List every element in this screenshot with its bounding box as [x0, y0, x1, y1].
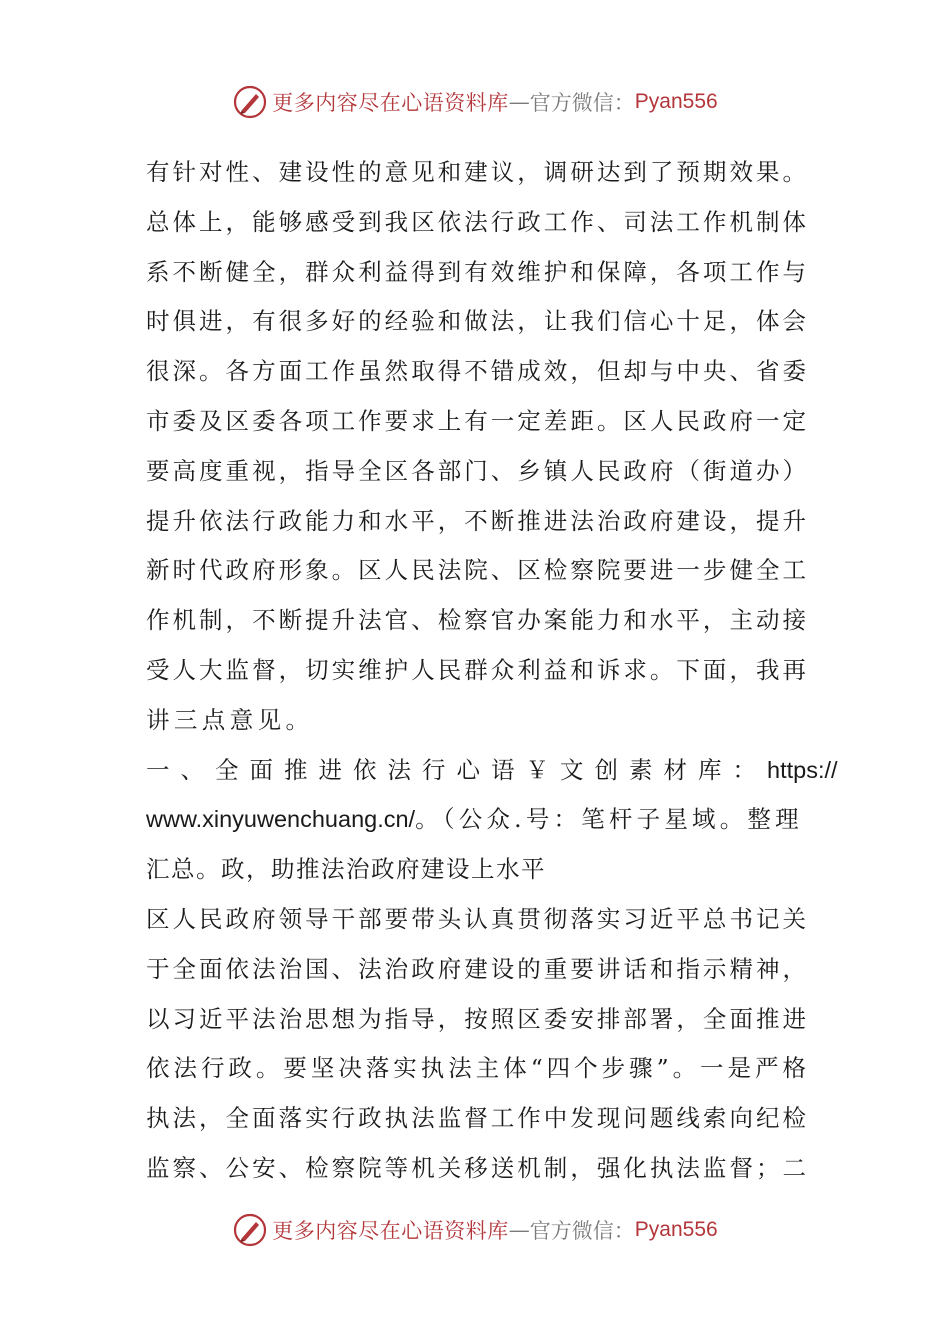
paragraph-line: 时俱进，有很多好的经验和做法，让我们信心十足，体会: [146, 307, 806, 336]
watermark-id: Pyan556: [634, 90, 718, 113]
paragraph-line: 执法，全面落实行政执法监督工作中发现问题线索向纪检: [146, 1104, 806, 1133]
watermark-dash: —: [508, 90, 530, 114]
paragraph-line: 监察、公安、检察院等机关移送机制，强化执法监督；二: [146, 1153, 806, 1182]
section-heading-line: [146, 746, 838, 796]
document-body: [146, 148, 838, 1194]
paragraph-line: 以习近平法治思想为指导，按照区委安排部署，全面推进: [146, 1004, 806, 1033]
watermark-label: 官方微信：: [529, 1219, 635, 1243]
paragraph-line: 依法行政。要坚决落实执法主体“四个步骤”。一是严格: [146, 1054, 806, 1083]
paragraph-line: 区人民政府领导干部要带头认真贯彻落实习近平总书记关: [146, 904, 806, 933]
watermark-main-text: 更多内容尽在心语资料库: [272, 1219, 509, 1243]
pen-logo-icon: [232, 1212, 268, 1248]
watermark-banner-top: [0, 82, 950, 122]
section-heading-line: 汇总。政，助推法治政府建设上水平: [146, 855, 546, 884]
section-heading-text: 一、全面推进依法行心语￥文创素材库：: [146, 755, 767, 784]
source-url-part1[interactable]: https://: [767, 756, 838, 783]
paragraph-line: 系不断健全，群众利益得到有效维护和保障，各项工作与: [146, 257, 806, 286]
source-url-part2[interactable]: www.xinyuwenchuang.cn/: [146, 806, 416, 833]
pen-logo-icon: [232, 84, 268, 120]
paragraph-line: 要高度重视，指导全区各部门、乡镇人民政府（街道办）: [146, 456, 806, 485]
section-heading-text: 。（公众.号：笔杆子星域。整理: [415, 805, 803, 834]
paragraph-line: 于全面依法治国、法治政府建设的重要讲话和指示精神，: [146, 954, 806, 983]
watermark-main-text: 更多内容尽在心语资料库: [272, 91, 509, 115]
paragraph-line: 市委及区委各项工作要求上有一定差距。区人民政府一定: [146, 406, 806, 435]
watermark-dash: —: [508, 1218, 530, 1242]
paragraph-line: 讲三点意见。: [146, 705, 314, 734]
watermark-label: 官方微信：: [529, 91, 635, 115]
watermark-id: Pyan556: [634, 1218, 718, 1241]
watermark-banner-bottom: [0, 1210, 950, 1250]
paragraph-line: 作机制，不断提升法官、检察官办案能力和水平，主动接: [146, 606, 806, 635]
section-heading-line: [146, 795, 806, 845]
paragraph-line: 总体上，能够感受到我区依法行政工作、司法工作机制体: [146, 207, 806, 236]
paragraph-line: 受人大监督，切实维护人民群众利益和诉求。下面，我再: [146, 655, 806, 684]
paragraph-line: 有针对性、建设性的意见和建议，调研达到了预期效果。: [146, 158, 806, 186]
paragraph-line: 新时代政府形象。区人民法院、区检察院要进一步健全工: [146, 556, 806, 585]
paragraph-line: 很深。各方面工作虽然取得不错成效，但却与中央、省委: [146, 357, 806, 386]
paragraph-line: 提升依法行政能力和水平，不断推进法治政府建设，提升: [146, 506, 806, 535]
